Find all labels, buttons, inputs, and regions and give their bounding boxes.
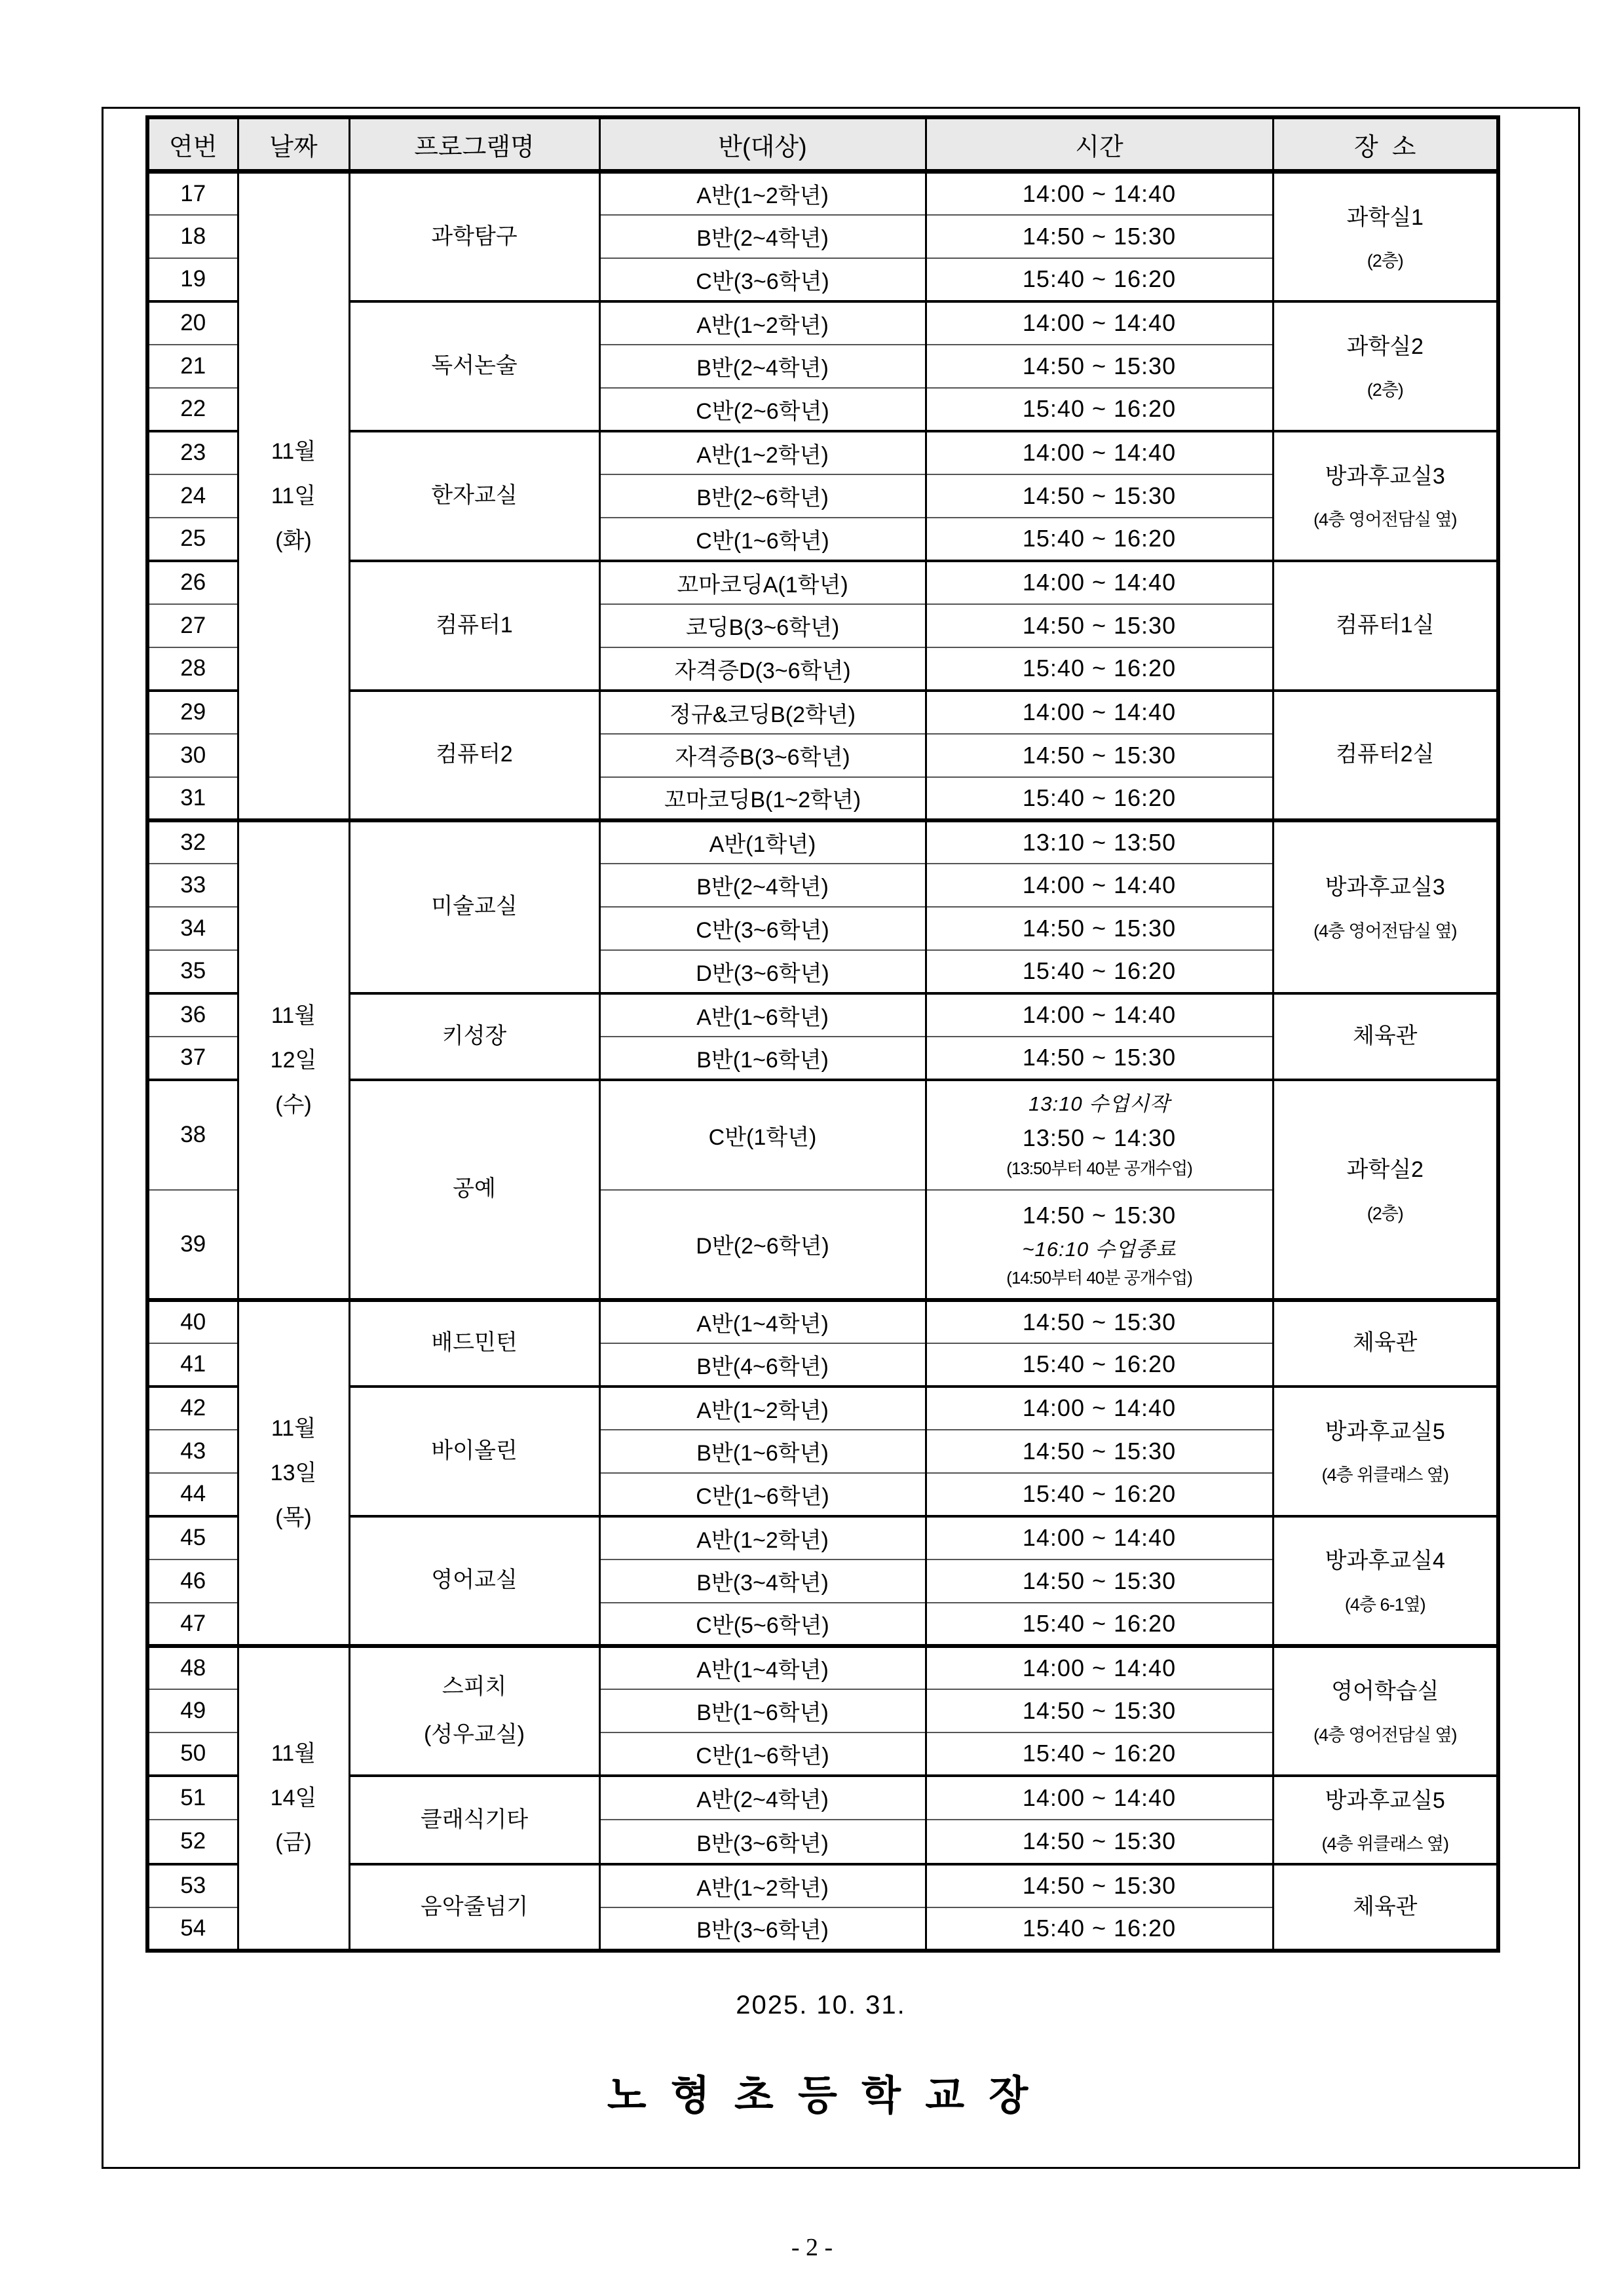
row-number-cell: 22 (147, 388, 238, 431)
class-target-cell: A반(1~2학년) (599, 301, 926, 345)
time-cell: 15:40 ~ 16:20 (926, 950, 1273, 993)
place-cell (1273, 1080, 1498, 1300)
time-cell (926, 1190, 1273, 1300)
time-cell: 15:40 ~ 16:20 (926, 1343, 1273, 1387)
place-name-line: 체육관 (1352, 1330, 1418, 1356)
place-name-line: 과학실2 (1346, 1157, 1424, 1183)
date-line: (금) (275, 1830, 312, 1856)
date-line: 12일 (270, 1047, 317, 1073)
table-row (147, 691, 1498, 734)
column-header-1: 날짜 (238, 117, 349, 172)
row-number-cell: 41 (147, 1343, 238, 1387)
program-name-line: 클래식기타 (420, 1807, 529, 1832)
time-cell: 14:00 ~ 14:40 (926, 301, 1273, 345)
row-number-cell: 52 (147, 1820, 238, 1864)
row-number-cell: 53 (147, 1864, 238, 1907)
time-cell: 14:00 ~ 14:40 (926, 691, 1273, 734)
place-cell (1273, 1646, 1498, 1776)
table-row (147, 561, 1498, 604)
time-cell: 15:40 ~ 16:20 (926, 258, 1273, 301)
schedule-table-body (147, 172, 1498, 1951)
class-target-cell: A반(1~2학년) (599, 431, 926, 474)
place-name-line: 체육관 (1352, 1023, 1418, 1048)
place-name-line: 방과후교실3 (1325, 875, 1445, 900)
row-number-cell: 51 (147, 1776, 238, 1820)
time-cell: 14:50 ~ 15:30 (926, 1430, 1273, 1473)
time-line-italic: ~16:10 수업종료 (1022, 1237, 1177, 1261)
date-line: (목) (275, 1504, 312, 1530)
date-cell (238, 1646, 349, 1951)
place-note-line: (4층 영어전담실 옆) (1313, 1725, 1457, 1745)
row-number-cell: 21 (147, 345, 238, 388)
principal-signature: 노 형 초 등 학 교 장 (607, 2073, 1035, 2118)
row-number-cell: 23 (147, 431, 238, 474)
row-number-cell: 36 (147, 993, 238, 1037)
date-cell (238, 1300, 349, 1646)
class-target-cell: A반(1학년) (599, 820, 926, 864)
class-target-cell: A반(1~2학년) (599, 1516, 926, 1559)
class-target-cell: C반(1학년) (599, 1080, 926, 1190)
place-note-line: (2층) (1367, 250, 1403, 271)
row-number-cell: 37 (147, 1037, 238, 1080)
class-target-cell: 자격증D(3~6학년) (599, 647, 926, 691)
class-target-cell: A반(1~4학년) (599, 1646, 926, 1689)
row-number-cell: 17 (147, 172, 238, 215)
row-number-cell: 20 (147, 301, 238, 345)
row-number-cell: 32 (147, 820, 238, 864)
class-target-cell: B반(2~4학년) (599, 215, 926, 258)
column-header-5: 장 소 (1273, 117, 1498, 172)
class-target-cell: B반(3~6학년) (599, 1820, 926, 1864)
program-name-line: 공예 (453, 1176, 496, 1202)
class-target-cell: A반(1~6학년) (599, 993, 926, 1037)
time-cell: 14:00 ~ 14:40 (926, 1776, 1273, 1820)
row-number-cell: 33 (147, 864, 238, 907)
table-row (147, 301, 1498, 345)
date-line: 14일 (270, 1786, 317, 1811)
time-cell: 15:40 ~ 16:20 (926, 388, 1273, 431)
class-target-cell: C반(2~6학년) (599, 388, 926, 431)
time-cell: 14:50 ~ 15:30 (926, 907, 1273, 950)
place-cell (1273, 1864, 1498, 1951)
place-note-line: (4층 영어전담실 옆) (1313, 510, 1457, 530)
program-name-cell (349, 172, 599, 301)
program-name-cell (349, 1864, 599, 1951)
program-name-cell (349, 993, 599, 1080)
time-cell: 14:50 ~ 15:30 (926, 1689, 1273, 1732)
program-name-cell (349, 561, 599, 691)
program-name-cell (349, 1646, 599, 1776)
class-target-cell: 코딩B(3~6학년) (599, 604, 926, 647)
program-name-line: 한자교실 (431, 482, 518, 508)
class-target-cell: A반(1~2학년) (599, 1387, 926, 1430)
row-number-cell: 18 (147, 215, 238, 258)
time-cell: 15:40 ~ 16:20 (926, 518, 1273, 561)
program-name-cell (349, 301, 599, 431)
place-note-line: (4층 영어전담실 옆) (1313, 921, 1457, 941)
place-name-line: 컴퓨터2실 (1336, 742, 1435, 767)
time-cell: 14:50 ~ 15:30 (926, 1300, 1273, 1343)
time-cell: 14:50 ~ 15:30 (926, 345, 1273, 388)
place-cell (1273, 1300, 1498, 1387)
program-name-line: 컴퓨터1 (436, 612, 513, 638)
row-number-cell: 39 (147, 1190, 238, 1300)
time-cell: 14:50 ~ 15:30 (926, 1037, 1273, 1080)
row-number-cell: 45 (147, 1516, 238, 1559)
place-name-line: 과학실1 (1346, 204, 1424, 230)
row-number-cell: 25 (147, 518, 238, 561)
date-line: (화) (275, 527, 312, 553)
time-cell: 14:00 ~ 14:40 (926, 1387, 1273, 1430)
table-row (147, 820, 1498, 864)
class-target-cell: B반(3~6학년) (599, 1907, 926, 1951)
program-name-line: 스피치 (442, 1674, 507, 1699)
time-cell: 14:50 ~ 15:30 (926, 1559, 1273, 1603)
time-cell: 14:00 ~ 14:40 (926, 172, 1273, 215)
program-name-line: 컴퓨터2 (436, 742, 513, 767)
class-target-cell: B반(1~6학년) (599, 1689, 926, 1732)
program-name-cell (349, 1387, 599, 1516)
row-number-cell: 30 (147, 734, 238, 777)
place-note-line: (4층 위클래스 옆) (1321, 1833, 1448, 1854)
place-cell (1273, 561, 1498, 691)
row-number-cell: 54 (147, 1907, 238, 1951)
table-row (147, 431, 1498, 474)
program-name-line: 독서논술 (431, 353, 518, 378)
row-number-cell: 28 (147, 647, 238, 691)
row-number-cell: 49 (147, 1689, 238, 1732)
place-cell (1273, 1387, 1498, 1516)
program-name-cell (349, 1080, 599, 1300)
time-cell: 15:40 ~ 16:20 (926, 647, 1273, 691)
row-number-cell: 38 (147, 1080, 238, 1190)
program-name-line: 미술교실 (431, 894, 518, 919)
table-row (147, 1080, 1498, 1190)
class-target-cell: D반(3~6학년) (599, 950, 926, 993)
program-name-cell (349, 431, 599, 561)
class-target-cell: 꼬마코딩B(1~2학년) (599, 777, 926, 820)
schedule-table (145, 115, 1500, 1953)
class-target-cell: C반(1~6학년) (599, 518, 926, 561)
table-row (147, 1646, 1498, 1689)
place-cell (1273, 1516, 1498, 1646)
place-name-line: 과학실2 (1346, 334, 1424, 359)
column-header-4: 시간 (926, 117, 1273, 172)
table-row (147, 1300, 1498, 1343)
table-row (147, 172, 1498, 215)
row-number-cell: 47 (147, 1603, 238, 1646)
place-cell (1273, 172, 1498, 301)
place-name-line: 체육관 (1352, 1894, 1418, 1919)
time-cell: 14:50 ~ 15:30 (926, 604, 1273, 647)
place-cell (1273, 1776, 1498, 1864)
place-cell (1273, 691, 1498, 820)
date-line: 11월 (271, 438, 316, 464)
class-target-cell: C반(1~6학년) (599, 1473, 926, 1516)
program-name-cell (349, 1776, 599, 1864)
table-header (147, 117, 1498, 172)
time-line-note: (13:50부터 40분 공개수업) (1006, 1158, 1192, 1179)
time-cell: 14:00 ~ 14:40 (926, 993, 1273, 1037)
class-target-cell: C반(1~6학년) (599, 1732, 926, 1776)
table-row (147, 1516, 1498, 1559)
time-cell: 15:40 ~ 16:20 (926, 1732, 1273, 1776)
time-cell (926, 1080, 1273, 1190)
time-cell: 14:50 ~ 15:30 (926, 734, 1273, 777)
time-cell: 14:50 ~ 15:30 (926, 1864, 1273, 1907)
class-target-cell: 꼬마코딩A(1학년) (599, 561, 926, 604)
program-name-line: 배드민턴 (431, 1330, 518, 1356)
class-target-cell: A반(1~2학년) (599, 172, 926, 215)
place-name-line: 영어학습실 (1331, 1679, 1439, 1704)
time-cell: 14:50 ~ 15:30 (926, 215, 1273, 258)
class-target-cell: B반(4~6학년) (599, 1343, 926, 1387)
class-target-cell: B반(2~6학년) (599, 474, 926, 518)
place-cell (1273, 820, 1498, 993)
class-target-cell: C반(3~6학년) (599, 258, 926, 301)
class-target-cell: 자격증B(3~6학년) (599, 734, 926, 777)
time-cell: 14:00 ~ 14:40 (926, 1646, 1273, 1689)
time-cell: 14:50 ~ 15:30 (926, 1820, 1273, 1864)
row-number-cell: 43 (147, 1430, 238, 1473)
time-cell: 13:10 ~ 13:50 (926, 820, 1273, 864)
class-target-cell: C반(3~6학년) (599, 907, 926, 950)
date-line: 11월 (271, 1003, 316, 1028)
time-cell: 14:00 ~ 14:40 (926, 1516, 1273, 1559)
page-number: - 2 - (791, 2234, 833, 2261)
row-number-cell: 50 (147, 1732, 238, 1776)
row-number-cell: 46 (147, 1559, 238, 1603)
row-number-cell: 24 (147, 474, 238, 518)
program-name-cell (349, 820, 599, 993)
place-cell (1273, 431, 1498, 561)
row-number-cell: 31 (147, 777, 238, 820)
date-line: (수) (275, 1092, 312, 1117)
column-header-2: 프로그램명 (349, 117, 599, 172)
row-number-cell: 42 (147, 1387, 238, 1430)
row-number-cell: 35 (147, 950, 238, 993)
place-name-line: 컴퓨터1실 (1336, 612, 1435, 638)
program-name-line: 과학탐구 (431, 223, 518, 249)
time-line-main: 14:50 ~ 15:30 (1022, 1202, 1177, 1229)
time-cell: 15:40 ~ 16:20 (926, 1473, 1273, 1516)
class-target-cell: A반(2~4학년) (599, 1776, 926, 1820)
page-border-box (102, 107, 1580, 2169)
place-name-line: 방과후교실4 (1325, 1548, 1445, 1574)
date-cell (238, 820, 349, 1300)
class-target-cell: B반(2~4학년) (599, 864, 926, 907)
class-target-cell: B반(2~4학년) (599, 345, 926, 388)
date-cell (238, 172, 349, 820)
row-number-cell: 27 (147, 604, 238, 647)
class-target-cell: A반(1~4학년) (599, 1300, 926, 1343)
table-row (147, 1776, 1498, 1820)
class-target-cell: B반(1~6학년) (599, 1430, 926, 1473)
time-cell: 15:40 ~ 16:20 (926, 777, 1273, 820)
program-name-cell (349, 1300, 599, 1387)
row-number-cell: 48 (147, 1646, 238, 1689)
place-note-line: (2층) (1367, 380, 1403, 400)
time-cell: 15:40 ~ 16:20 (926, 1907, 1273, 1951)
class-target-cell: 정규&코딩B(2학년) (599, 691, 926, 734)
row-number-cell: 19 (147, 258, 238, 301)
row-number-cell: 44 (147, 1473, 238, 1516)
time-line-main: 13:50 ~ 14:30 (1022, 1124, 1177, 1151)
place-cell (1273, 301, 1498, 431)
date-line: 11일 (271, 483, 316, 508)
program-name-line: (성우교실) (423, 1722, 525, 1747)
row-number-cell: 26 (147, 561, 238, 604)
time-cell: 15:40 ~ 16:20 (926, 1603, 1273, 1646)
time-cell: 14:00 ~ 14:40 (926, 864, 1273, 907)
time-cell: 14:00 ~ 14:40 (926, 561, 1273, 604)
date-line: 11월 (271, 1741, 316, 1767)
table-row (147, 1864, 1498, 1907)
place-note-line: (2층) (1367, 1203, 1403, 1223)
column-header-3: 반(대상) (599, 117, 926, 172)
class-target-cell: B반(1~6학년) (599, 1037, 926, 1080)
place-note-line: (4층 위클래스 옆) (1321, 1465, 1448, 1485)
row-number-cell: 34 (147, 907, 238, 950)
time-cell: 14:00 ~ 14:40 (926, 431, 1273, 474)
class-target-cell: B반(3~4학년) (599, 1559, 926, 1603)
place-name-line: 방과후교실5 (1325, 1419, 1445, 1444)
row-number-cell: 40 (147, 1300, 238, 1343)
place-name-line: 방과후교실3 (1325, 463, 1445, 489)
class-target-cell: A반(1~2학년) (599, 1864, 926, 1907)
table-row (147, 1387, 1498, 1430)
place-name-line: 방과후교실5 (1325, 1788, 1445, 1813)
column-header-0: 연번 (147, 117, 238, 172)
program-name-line: 키성장 (442, 1023, 507, 1048)
date-line: 11월 (271, 1415, 316, 1441)
program-name-line: 영어교실 (431, 1567, 518, 1593)
place-cell (1273, 993, 1498, 1080)
time-line-italic: 13:10 수업시작 (1029, 1092, 1170, 1115)
program-name-line: 바이올린 (431, 1438, 518, 1463)
place-note-line: (4층 6-1옆) (1344, 1594, 1426, 1615)
class-target-cell: C반(5~6학년) (599, 1603, 926, 1646)
time-line-note: (14:50부터 40분 공개수업) (1006, 1267, 1192, 1288)
date-line: 13일 (270, 1460, 317, 1485)
program-name-cell (349, 1516, 599, 1646)
class-target-cell: D반(2~6학년) (599, 1190, 926, 1300)
issue-date: 2025. 10. 31. (736, 1991, 906, 2019)
table-header-row (147, 117, 1498, 172)
program-name-line: 음악줄넘기 (420, 1894, 529, 1919)
row-number-cell: 29 (147, 691, 238, 734)
time-cell: 14:50 ~ 15:30 (926, 474, 1273, 518)
table-row (147, 993, 1498, 1037)
program-name-cell (349, 691, 599, 820)
